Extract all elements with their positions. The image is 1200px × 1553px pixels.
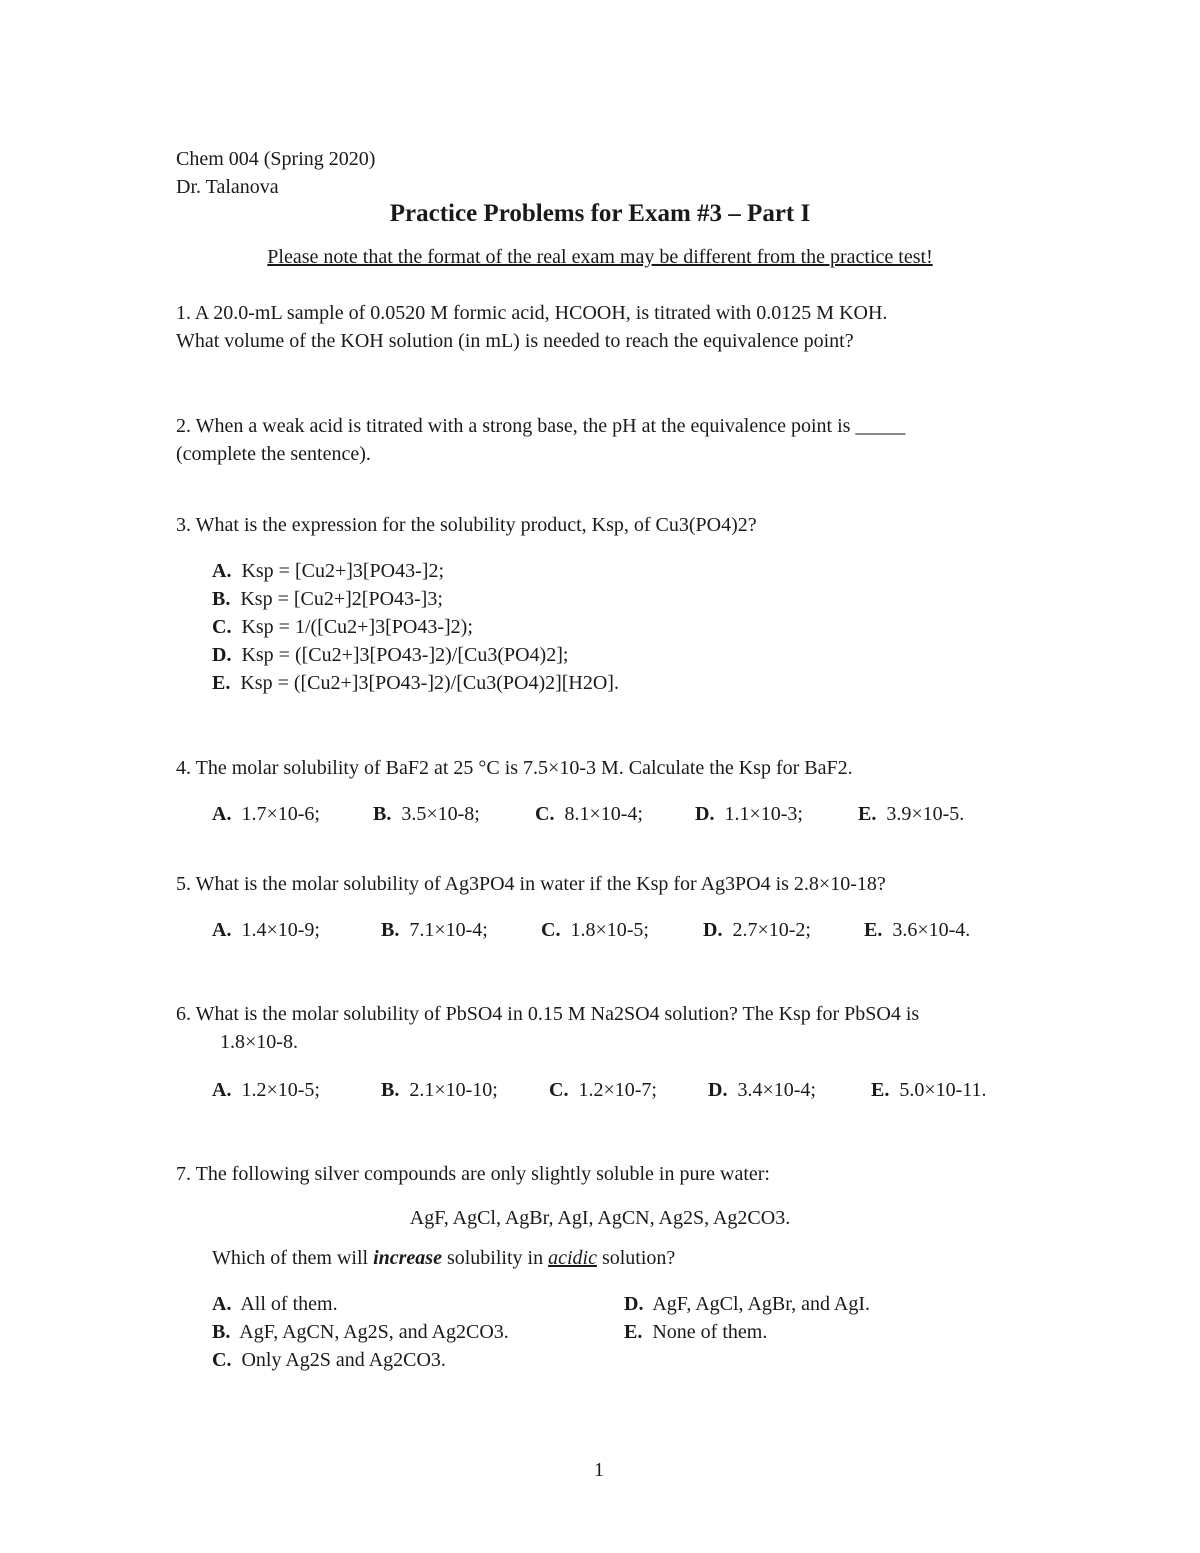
question-3-option-b: B. Ksp = [Cu2+]2[PO43-]3; <box>212 588 443 610</box>
question-3-stem: 3. What is the expression for the solubility product, Ksp, of Cu3(PO4)2? <box>176 514 757 536</box>
page-title: Practice Problems for Exam #3 – Part I <box>389 200 811 227</box>
question-2-line-2: (complete the sentence). <box>176 443 371 465</box>
question-7-option-e: E. None of them. <box>624 1321 768 1343</box>
question-7-option-a: A. All of them. <box>212 1293 338 1315</box>
question-6-option-b: B. 2.1×10-10; <box>381 1079 498 1101</box>
question-5-option-c: C. 1.8×10-5; <box>541 919 649 941</box>
question-5-option-e: E. 3.6×10-4. <box>864 919 971 941</box>
question-5-option-d: D. 2.7×10-2; <box>703 919 811 941</box>
question-3-option-c: C. Ksp = 1/([Cu2+]3[PO43-]2); <box>212 616 473 638</box>
question-4-option-c: C. 8.1×10-4; <box>535 803 643 825</box>
question-6-option-d: D. 3.4×10-4; <box>708 1079 816 1101</box>
page-number: 1 <box>594 1459 604 1481</box>
question-7-question: Which of them will increase solubility in acidic solution? <box>212 1247 676 1269</box>
question-5-stem: 5. What is the molar solubility of Ag3PO4 in water if the Ksp for Ag3PO4 is 2.8×10-18? <box>176 873 886 895</box>
question-4-option-b: B. 3.5×10-8; <box>373 803 480 825</box>
question-6-line-1: 6. What is the molar solubility of PbSO4 in 0.15 M Na2SO4 solution? The Ksp for PbSO4 is <box>176 1003 920 1025</box>
question-4-option-e: E. 3.9×10-5. <box>858 803 965 825</box>
question-4-option-a: A. 1.7×10-6; <box>212 803 320 825</box>
question-7-option-d: D. AgF, AgCl, AgBr, and AgI. <box>624 1293 870 1315</box>
question-5-option-b: B. 7.1×10-4; <box>381 919 488 941</box>
course-header: Chem 004 (Spring 2020) <box>176 148 376 170</box>
format-note: Please note that the format of the real exam may be different from the practice test! <box>267 246 933 268</box>
question-7-option-b: B. AgF, AgCN, Ag2S, and Ag2CO3. <box>212 1321 509 1343</box>
question-4-option-d: D. 1.1×10-3; <box>695 803 803 825</box>
question-5-option-a: A. 1.4×10-9; <box>212 919 320 941</box>
question-3-option-e: E. Ksp = ([Cu2+]3[PO43-]2)/[Cu3(PO4)2][H2O]. <box>212 672 619 694</box>
question-6-option-e: E. 5.0×10-11. <box>871 1079 987 1101</box>
question-3-option-a: A. Ksp = [Cu2+]3[PO43-]2; <box>212 560 445 582</box>
question-4-stem: 4. The molar solubility of BaF2 at 25 °C is 7.5×10-3 M. Calculate the Ksp for BaF2. <box>176 757 853 779</box>
question-7-stem: 7. The following silver compounds are only slightly soluble in pure water: <box>176 1163 770 1185</box>
question-6-option-c: C. 1.2×10-7; <box>549 1079 657 1101</box>
question-3-option-d: D. Ksp = ([Cu2+]3[PO43-]2)/[Cu3(PO4)2]; <box>212 644 569 666</box>
question-1-line-1: 1. A 20.0-mL sample of 0.0520 M formic acid, HCOOH, is titrated with 0.0125 M KOH. <box>176 302 888 324</box>
question-7-compounds: AgF, AgCl, AgBr, AgI, AgCN, Ag2S, Ag2CO3. <box>409 1207 791 1229</box>
instructor-name: Dr. Talanova <box>176 176 279 198</box>
question-2-line-1: 2. When a weak acid is titrated with a strong base, the pH at the equivalence point is _____ <box>176 415 906 437</box>
question-1-line-2: What volume of the KOH solution (in mL) is needed to reach the equivalence point? <box>176 330 854 352</box>
question-7-option-c: C. Only Ag2S and Ag2CO3. <box>212 1349 446 1371</box>
question-6-option-a: A. 1.2×10-5; <box>212 1079 320 1101</box>
question-6-line-2: 1.8×10-8. <box>220 1031 298 1053</box>
